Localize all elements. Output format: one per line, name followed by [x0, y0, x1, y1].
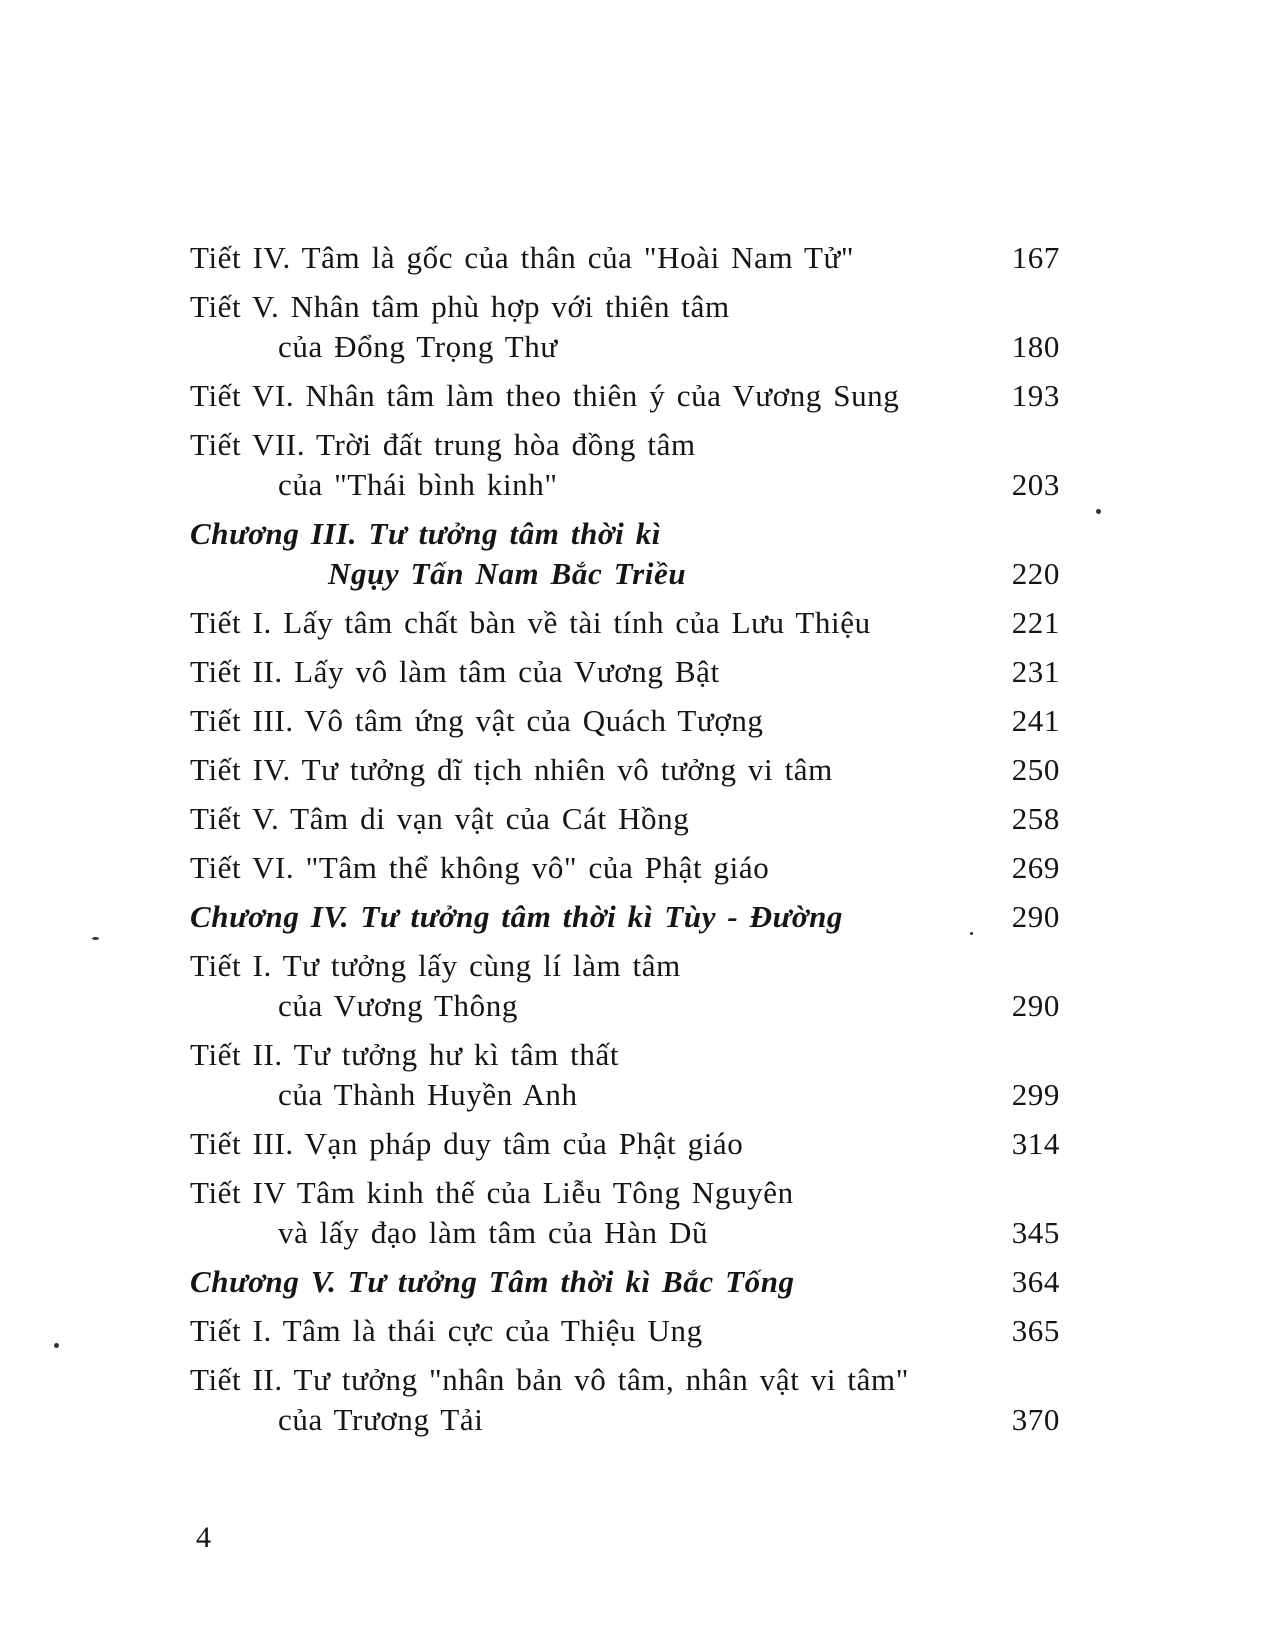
toc-entry-page: 203 [1011, 467, 1060, 502]
toc-entry-title-continuation: của Thành Huyền Anh [278, 1077, 578, 1112]
toc-entry-title: Chương V. Tư tưởng Tâm thời kì Bắc Tống [190, 1264, 795, 1299]
toc-entry-title: Tiết VI. "Tâm thể không vô" của Phật giáo [190, 850, 770, 885]
toc-entry-title: Tiết IV. Tâm là gốc của thân của "Hoài Nam Tử" [190, 240, 855, 275]
toc-entry-title: Tiết II. Tư tưởng hư kì tâm thất [190, 1037, 620, 1072]
toc-entry-title: Tiết V. Nhân tâm phù hợp với thiên tâm [190, 289, 730, 324]
scan-speck [1096, 509, 1101, 514]
toc-entry-page: 193 [1011, 378, 1060, 413]
toc-entry-title: Tiết VII. Trời đất trung hòa đồng tâm [190, 427, 696, 462]
toc-section-entry [190, 1360, 1060, 1440]
toc-chapter-entry [190, 897, 1060, 937]
toc-section-entry [190, 799, 1060, 839]
toc-entry-page: 167 [1011, 240, 1060, 275]
toc-section-entry [190, 750, 1060, 790]
toc-entry-page: 299 [1011, 1077, 1060, 1112]
scan-speck [92, 937, 99, 940]
toc-entry-title-continuation: của "Thái bình kinh" [278, 467, 558, 502]
toc-entry-title-continuation: của Đổng Trọng Thư [278, 329, 558, 364]
toc-entry-title: Tiết I. Lấy tâm chất bàn về tài tính của Lưu Thiệu [190, 605, 871, 640]
toc-entry-title-continuation: của Vương Thông [278, 988, 518, 1023]
toc-entry-page: 231 [1011, 654, 1060, 689]
scan-speck [970, 932, 973, 935]
toc-section-entry [190, 946, 1060, 1026]
toc-entry-page: 220 [1011, 556, 1060, 591]
toc-entry-title-continuation: Ngụy Tấn Nam Bắc Triều [328, 556, 687, 591]
toc-section-entry [190, 1173, 1060, 1253]
toc-entry-title: Tiết I. Tư tưởng lấy cùng lí làm tâm [190, 948, 681, 983]
toc-entry-page: 370 [1011, 1402, 1060, 1437]
toc-entry-page: 180 [1011, 329, 1060, 364]
toc-section-entry [190, 376, 1060, 416]
toc-section-entry [190, 603, 1060, 643]
page-number: 4 [196, 1521, 211, 1554]
toc-entry-title-continuation: và lấy đạo làm tâm của Hàn Dũ [278, 1215, 709, 1250]
toc-section-entry [190, 238, 1060, 278]
toc-entry-page: 241 [1011, 703, 1060, 738]
toc-entry-page: 365 [1011, 1313, 1060, 1348]
toc-entry-title: Tiết III. Vạn pháp duy tâm của Phật giáo [190, 1126, 744, 1161]
toc-entry-page: 269 [1011, 850, 1060, 885]
toc-entry-page: 250 [1011, 752, 1060, 787]
toc-section-entry [190, 425, 1060, 505]
toc-entry-title: Tiết II. Tư tưởng "nhân bản vô tâm, nhân vật vi tâm" [190, 1362, 909, 1397]
toc-entry-title: Tiết IV. Tư tưởng dĩ tịch nhiên vô tưởng vi tâm [190, 752, 833, 787]
toc-entry-title: Tiết IV Tâm kinh thế của Liễu Tông Nguyên [190, 1175, 794, 1210]
toc-entry-page: 258 [1011, 801, 1060, 836]
toc-entry-title: Tiết II. Lấy vô làm tâm của Vương Bật [190, 654, 720, 689]
toc-entry-title-continuation: của Trương Tải [278, 1402, 484, 1437]
table-of-contents [190, 238, 1060, 1449]
toc-entry-title: Tiết VI. Nhân tâm làm theo thiên ý của Vương Sung [190, 378, 900, 413]
toc-entry-title: Tiết III. Vô tâm ứng vật của Quách Tượng [190, 703, 764, 738]
toc-entry-page: 221 [1011, 605, 1060, 640]
toc-chapter-entry [190, 514, 1060, 594]
toc-entry-title: Tiết V. Tâm di vạn vật của Cát Hồng [190, 801, 690, 836]
toc-entry-page: 345 [1011, 1215, 1060, 1250]
toc-section-entry [190, 652, 1060, 692]
toc-entry-page: 290 [1011, 988, 1060, 1023]
toc-section-entry [190, 848, 1060, 888]
toc-section-entry [190, 1035, 1060, 1115]
toc-entry-title: Tiết I. Tâm là thái cực của Thiệu Ung [190, 1313, 703, 1348]
toc-entry-title: Chương IV. Tư tưởng tâm thời kì Tùy - Đường [190, 899, 844, 934]
scan-speck [54, 1343, 59, 1348]
toc-section-entry [190, 701, 1060, 741]
toc-entry-page: 364 [1011, 1264, 1060, 1299]
toc-section-entry [190, 1311, 1060, 1351]
toc-entry-page: 314 [1011, 1126, 1060, 1161]
toc-section-entry [190, 1124, 1060, 1164]
toc-chapter-entry [190, 1262, 1060, 1302]
toc-section-entry [190, 287, 1060, 367]
toc-entry-title: Chương III. Tư tưởng tâm thời kì [190, 516, 662, 551]
toc-entry-page: 290 [1011, 899, 1060, 934]
